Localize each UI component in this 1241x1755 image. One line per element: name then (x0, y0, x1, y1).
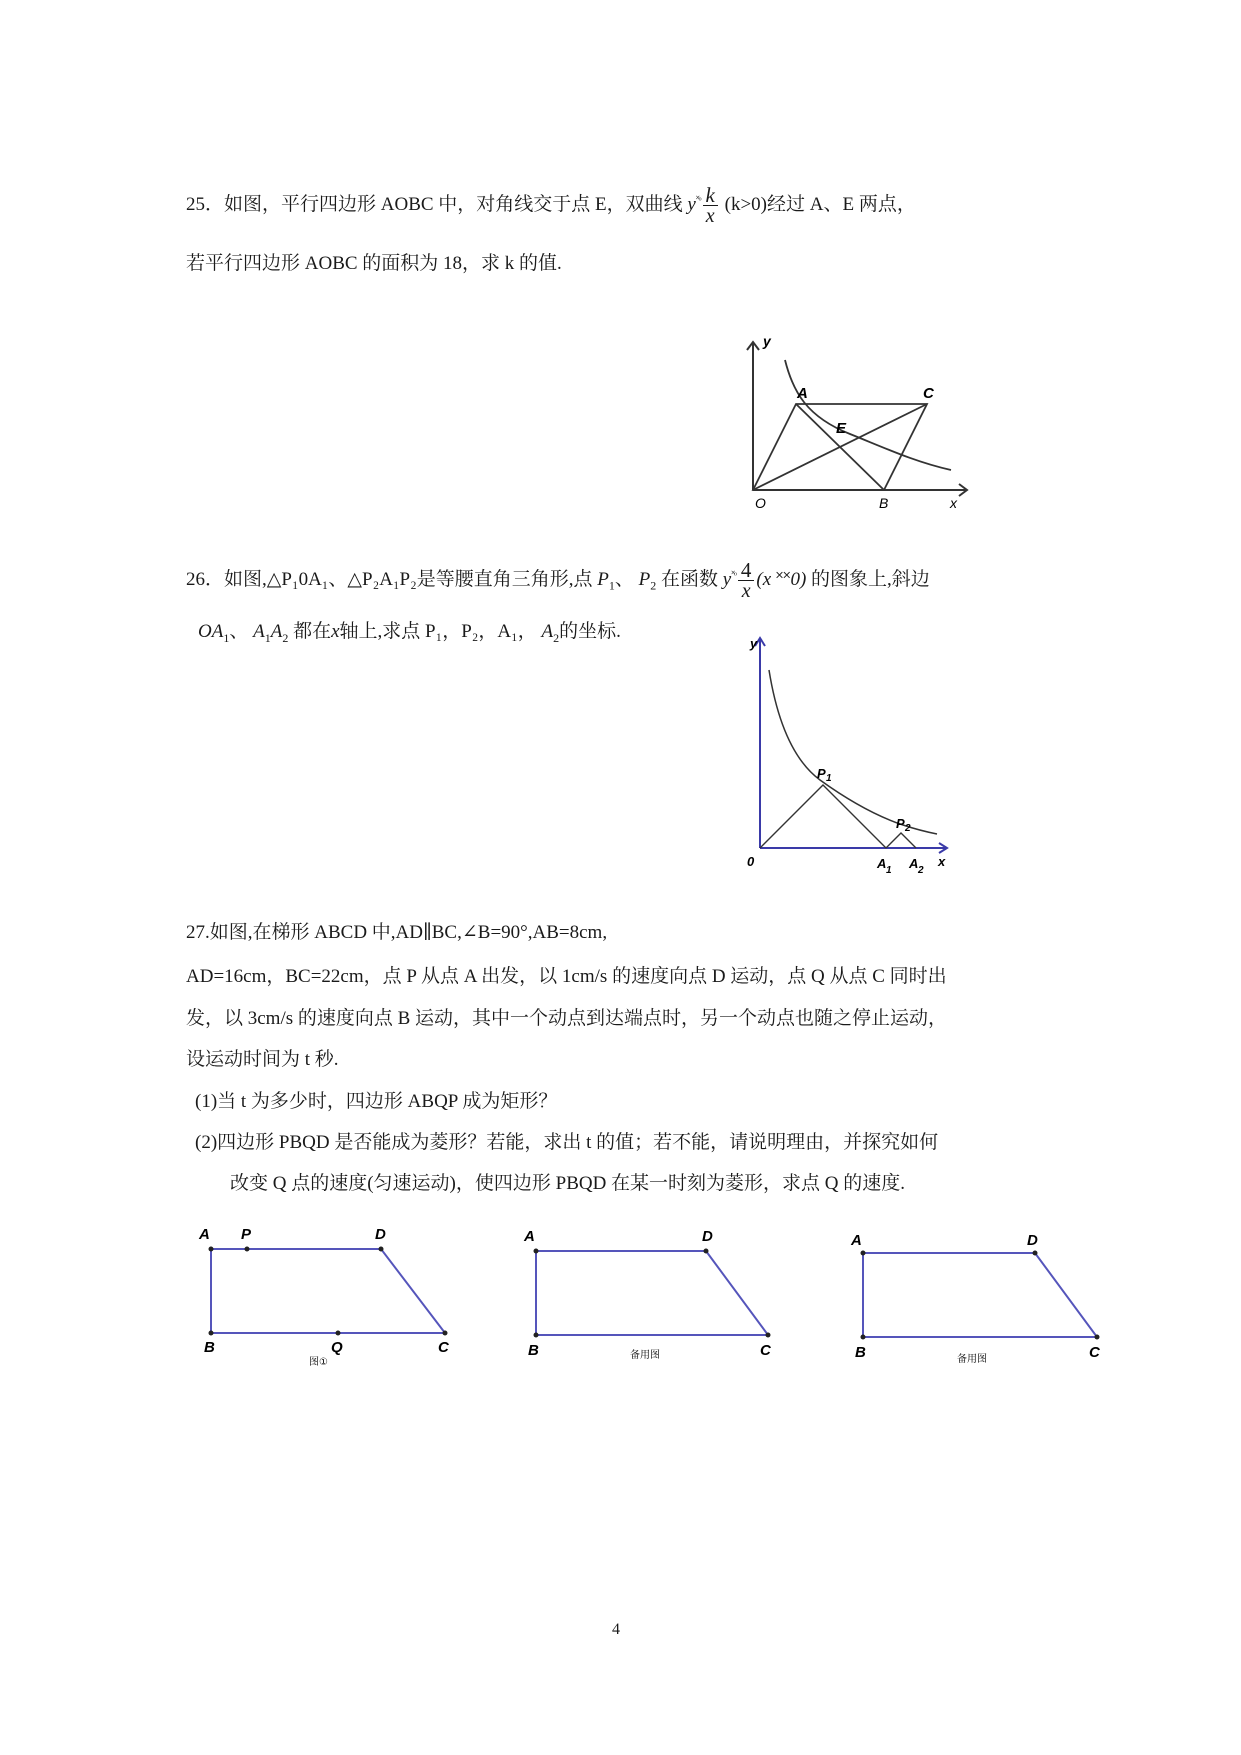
q27-line4 (186, 1048, 339, 1072)
q25-label-c: C (923, 385, 934, 402)
q26-label-p2-sub: 2 (905, 823, 911, 834)
q26-condition: (x ˟˟0) (756, 568, 807, 590)
q26-line2-post: 轴上,求点 P₁，P₂，A₁， (339, 621, 537, 642)
q26-fraction (738, 560, 755, 601)
q26-label-a2: A (909, 856, 919, 871)
q27-fig3-b: B (855, 1344, 866, 1361)
q27-fig2-c: C (760, 1342, 771, 1359)
q25-y: y (687, 193, 696, 215)
q26-oa: OA (198, 621, 224, 642)
q25-garble: ˟ᵒ (695, 194, 701, 206)
q26-frac-num: 4 (738, 560, 755, 581)
q27-fig1-q: Q (331, 1339, 343, 1356)
q25-label-y: y (763, 333, 771, 349)
q25-fraction (703, 185, 718, 226)
q27-fig2-b: B (528, 1342, 539, 1359)
q27-fig3-a: A (851, 1232, 862, 1249)
q26-label-a2-sub: 2 (918, 865, 924, 876)
q25-line1 (186, 185, 916, 226)
q26-line2-sep: 、 (229, 621, 249, 642)
q26-end-a: A (541, 621, 554, 642)
q27-line7 (230, 1172, 905, 1196)
q25-label-x: x (950, 495, 957, 511)
q27-fig1-p: P (241, 1226, 252, 1243)
q26-line1 (186, 560, 930, 601)
q27-fig1-c: C (438, 1339, 449, 1356)
q25-text-pre: 25．如图，平行四边形 AOBC 中，对角线交于点 E，双曲线 (186, 193, 683, 215)
q26-text-pre: 26．如图, (186, 568, 267, 590)
q27-fig3-caption: 备用图 (957, 1354, 987, 1365)
q26-label-a1-sub: 1 (886, 865, 892, 876)
q27-fig2-d: D (702, 1228, 713, 1245)
q26-label-o: 0 (747, 854, 755, 869)
q27-line2 (186, 965, 947, 989)
q27-figure-2 (518, 1225, 783, 1375)
q26-func-text: 在函数 (661, 568, 719, 590)
q25-frac-den: x (705, 205, 715, 227)
q27-text-5: (1)当 t 为多少时，四边形 ABQP 成为矩形？ (195, 1091, 558, 1112)
q26-oa-sub: 1 (223, 630, 230, 645)
q27-fig1-b: B (204, 1339, 215, 1356)
q27-line6 (195, 1131, 938, 1155)
q25-diagram (715, 332, 975, 512)
q25-frac-num: k (703, 185, 718, 206)
q26-label-p1-sub: 1 (826, 773, 832, 784)
q25-label-a: A (797, 385, 808, 402)
q26-label-a1: A (877, 856, 887, 871)
q26-label-y: y (750, 636, 758, 651)
q26-label-p1: P (817, 766, 826, 781)
q26-triangles: △P₁0A₁、△P₂A₁P₂ (266, 568, 417, 590)
q27-fig2-a: A (524, 1228, 535, 1245)
q27-text-3: 发，以 3cm/s 的速度向点 B 运动，其中一个动点到达端点时，另一个动点也随之停止运动， (186, 1008, 948, 1029)
q27-figure-3 (845, 1225, 1110, 1375)
q27-fig3-d: D (1027, 1232, 1038, 1249)
q25-label-b: B (879, 495, 889, 511)
page-number: 4 (612, 1621, 620, 1638)
q26-line2-mid: 都在 (293, 621, 332, 642)
q26-end-a-sub: 2 (553, 630, 560, 645)
q26-p1-sub: 1 (608, 578, 615, 593)
q25-question-text: 若平行四边形 AOBC 的面积为 18，求 k 的值. (186, 253, 562, 274)
q27-text-6: (2)四边形 PBQD 是否能成为菱形？若能，求出 t 的值；若不能，请说明理由，并探究如何 (195, 1132, 939, 1153)
q26-p2: P (638, 568, 651, 590)
q26-a2: A (270, 621, 283, 642)
q26-line2-x: x (331, 621, 340, 642)
q27-line5 (195, 1090, 557, 1114)
q27-fig3-c: C (1089, 1344, 1100, 1361)
q26-a1-sub: 1 (264, 630, 271, 645)
q26-label-p2: P (896, 816, 905, 831)
q27-line1 (186, 921, 607, 945)
q26-text-mid: 是等腰直角三角形,点 (416, 568, 593, 590)
q27-text-1: 27.如图,在梯形 ABCD 中,AD∥BC,∠B=90°,AB=8cm, (186, 922, 608, 943)
q25-label-o: O (755, 495, 766, 511)
q27-fig1-caption: 图① (309, 1357, 328, 1368)
q27-fig1-a: A (199, 1226, 210, 1243)
q26-p1: P (597, 568, 609, 590)
q26-diagram (705, 630, 955, 880)
q25-text-post: (k>0)经过 A、E 两点， (724, 193, 916, 215)
q27-fig1-d: D (375, 1226, 386, 1243)
q26-label-x: x (938, 854, 946, 869)
q25-label-e: E (836, 420, 847, 437)
q26-line2-tail: 的坐标. (559, 621, 621, 642)
q26-y: y (722, 568, 732, 590)
q26-text-post: 的图象上,斜边 (811, 568, 930, 590)
q26-sep: 、 (614, 568, 634, 590)
q27-line3 (186, 1007, 947, 1031)
q26-p2-sub: 2 (650, 578, 657, 593)
q25-line2 (186, 252, 562, 276)
q26-a1: A (253, 621, 265, 642)
q27-fig2-caption: 备用图 (630, 1350, 660, 1361)
q27-text-4: 设运动时间为 t 秒. (186, 1049, 339, 1070)
q27-text-2: AD=16cm，BC=22cm，点 P 从点 A 出发，以 1cm/s 的速度向点 D 运动，点 Q 从点 C 同时出 (186, 966, 947, 987)
q26-a2-sub: 2 (282, 630, 289, 645)
q26-garble: ˟ᵒ (731, 569, 736, 581)
q27-figure-1 (195, 1225, 460, 1375)
q26-line2 (198, 620, 621, 650)
q26-frac-den: x (741, 580, 751, 602)
q27-text-7: 改变 Q 点的速度(匀速运动)，使四边形 PBQD 在某一时刻为菱形，求点 Q 的速度. (230, 1173, 906, 1194)
